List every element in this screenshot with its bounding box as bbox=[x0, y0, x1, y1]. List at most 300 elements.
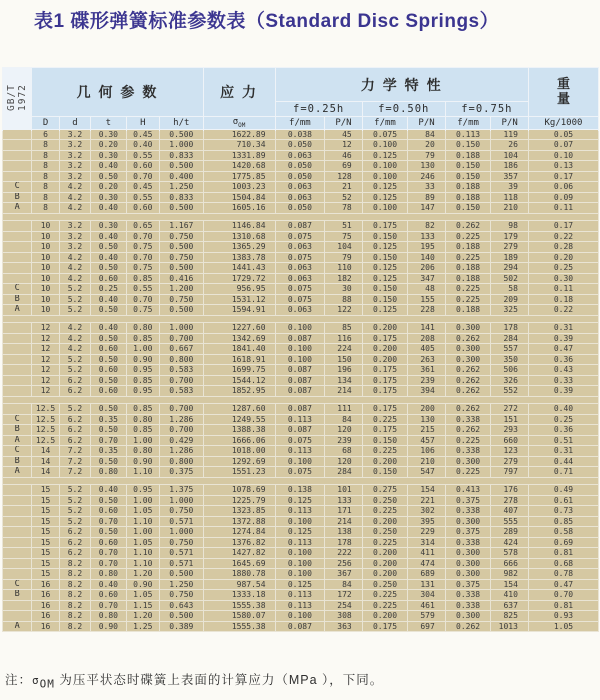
value-cell: 0.10 bbox=[529, 151, 598, 161]
value-cell: 6.2 bbox=[60, 376, 90, 386]
value-cell: 0.70 bbox=[91, 436, 125, 446]
value-cell: 987.54 bbox=[204, 580, 275, 590]
value-cell: 154 bbox=[491, 580, 528, 590]
value-cell: 12.5 bbox=[32, 415, 58, 425]
value-cell: 21 bbox=[325, 182, 361, 192]
value-cell: 0.150 bbox=[446, 140, 491, 150]
value-cell: 0.28 bbox=[529, 242, 598, 252]
value-cell: 12.5 bbox=[32, 436, 58, 446]
value-cell: 0.200 bbox=[363, 559, 408, 569]
value-cell: 0.45 bbox=[127, 182, 159, 192]
value-cell: 0.113 bbox=[276, 590, 325, 600]
grade-cell bbox=[3, 404, 31, 414]
value-cell: 84 bbox=[325, 580, 361, 590]
value-cell: 660 bbox=[491, 436, 528, 446]
value-cell: 0.113 bbox=[446, 130, 491, 140]
value-cell: 0.075 bbox=[276, 253, 325, 263]
value-cell: 45 bbox=[325, 130, 361, 140]
value-cell: 0.175 bbox=[363, 221, 408, 231]
value-cell: 0.50 bbox=[91, 404, 125, 414]
value-cell: 0.80 bbox=[127, 446, 159, 456]
value-cell: 120 bbox=[325, 457, 361, 467]
grade-cell bbox=[3, 344, 31, 354]
table-row bbox=[3, 274, 598, 284]
value-cell: 347 bbox=[408, 274, 444, 284]
value-cell: 1078.69 bbox=[204, 485, 275, 495]
value-cell: 1333.18 bbox=[204, 590, 275, 600]
value-cell: 1274.84 bbox=[204, 527, 275, 537]
value-cell: 0.40 bbox=[91, 253, 125, 263]
value-cell: 1.200 bbox=[160, 284, 203, 294]
value-cell: 0.150 bbox=[446, 203, 491, 213]
page-title: 表1 碟形弹簧标准参数表（Standard Disc Springs） bbox=[34, 11, 500, 32]
value-cell: 0.30 bbox=[91, 221, 125, 231]
value-cell: 15 bbox=[32, 506, 58, 516]
value-cell: 8 bbox=[32, 151, 58, 161]
value-cell: 0.100 bbox=[276, 559, 325, 569]
value-cell: 206 bbox=[408, 263, 444, 273]
table-row bbox=[3, 344, 598, 354]
value-cell: 0.225 bbox=[363, 590, 408, 600]
value-cell: 20 bbox=[408, 140, 444, 150]
value-cell: 0.80 bbox=[91, 611, 125, 621]
value-cell: 0.175 bbox=[363, 334, 408, 344]
value-cell: 1645.69 bbox=[204, 559, 275, 569]
value-cell: 0.70 bbox=[127, 232, 159, 242]
value-cell: 0.262 bbox=[446, 365, 491, 375]
section-spacer bbox=[3, 316, 598, 323]
value-cell: 58 bbox=[491, 284, 528, 294]
value-cell: 1.20 bbox=[127, 569, 159, 579]
value-cell: 0.50 bbox=[91, 242, 125, 252]
value-cell: 214 bbox=[325, 386, 361, 396]
value-cell: 0.643 bbox=[160, 601, 203, 611]
value-cell: 0.125 bbox=[363, 182, 408, 192]
value-cell: 1605.16 bbox=[204, 203, 275, 213]
value-cell: 0.150 bbox=[446, 172, 491, 182]
value-cell: 0.150 bbox=[363, 436, 408, 446]
value-cell: 0.750 bbox=[160, 253, 203, 263]
value-cell: 3.2 bbox=[60, 161, 90, 171]
value-cell: 0.300 bbox=[446, 355, 491, 365]
value-cell: 395 bbox=[408, 517, 444, 527]
standard-label-cell bbox=[3, 68, 31, 129]
value-cell: 0.300 bbox=[446, 611, 491, 621]
value-cell: 141 bbox=[408, 323, 444, 333]
value-cell: 176 bbox=[491, 485, 528, 495]
value-cell: 0.43 bbox=[529, 365, 598, 375]
value-cell: 5.2 bbox=[60, 305, 90, 315]
grade-cell bbox=[3, 232, 31, 242]
value-cell: 0.050 bbox=[276, 161, 325, 171]
value-cell: 0.225 bbox=[363, 446, 408, 456]
value-cell: 1.10 bbox=[127, 548, 159, 558]
value-cell: 1.00 bbox=[127, 527, 159, 537]
value-cell: 0.75 bbox=[127, 263, 159, 273]
value-cell: 229 bbox=[408, 527, 444, 537]
value-cell: 0.58 bbox=[529, 527, 598, 537]
grade-cell bbox=[3, 221, 31, 231]
col-d: d bbox=[60, 117, 90, 129]
value-cell: 0.47 bbox=[529, 580, 598, 590]
table-row bbox=[3, 569, 598, 579]
value-cell: 10 bbox=[32, 232, 58, 242]
geometry-group-header: 几 何 参 数 bbox=[32, 68, 202, 116]
value-cell: 130 bbox=[408, 415, 444, 425]
value-cell: 0.188 bbox=[446, 242, 491, 252]
value-cell: 302 bbox=[408, 506, 444, 516]
value-cell: 0.25 bbox=[91, 284, 125, 294]
grade-cell bbox=[3, 253, 31, 263]
value-cell: 1.00 bbox=[127, 496, 159, 506]
value-cell: 4.2 bbox=[60, 344, 90, 354]
value-cell: 0.100 bbox=[363, 140, 408, 150]
value-cell: 0.700 bbox=[160, 376, 203, 386]
value-cell: 51 bbox=[325, 221, 361, 231]
value-cell: 0.262 bbox=[446, 425, 491, 435]
value-cell: 0.700 bbox=[160, 425, 203, 435]
value-cell: 239 bbox=[408, 376, 444, 386]
value-cell: 0.500 bbox=[160, 263, 203, 273]
value-cell: 0.200 bbox=[363, 355, 408, 365]
value-cell: 116 bbox=[325, 334, 361, 344]
value-cell: 0.100 bbox=[276, 457, 325, 467]
value-cell: 78 bbox=[325, 203, 361, 213]
value-cell: 8 bbox=[32, 161, 58, 171]
value-cell: 39 bbox=[491, 182, 528, 192]
value-cell: 0.70 bbox=[91, 517, 125, 527]
value-cell: 0.750 bbox=[160, 232, 203, 242]
value-cell: 0.500 bbox=[160, 242, 203, 252]
grade-cell: C bbox=[3, 284, 31, 294]
value-cell: 10 bbox=[32, 221, 58, 231]
value-cell: 0.063 bbox=[276, 242, 325, 252]
value-cell: 0.075 bbox=[276, 467, 325, 477]
value-cell: 308 bbox=[325, 611, 361, 621]
value-cell: 1.10 bbox=[127, 517, 159, 527]
value-cell: 196 bbox=[325, 365, 361, 375]
value-cell: 1594.91 bbox=[204, 305, 275, 315]
value-cell: 578 bbox=[491, 548, 528, 558]
value-cell: 0.113 bbox=[276, 506, 325, 516]
value-cell: 0.750 bbox=[160, 506, 203, 516]
grade-cell: A bbox=[3, 305, 31, 315]
value-cell: 278 bbox=[491, 496, 528, 506]
value-cell: 289 bbox=[491, 527, 528, 537]
value-cell: 0.85 bbox=[127, 334, 159, 344]
table-row bbox=[3, 323, 598, 333]
value-cell: 0.68 bbox=[529, 559, 598, 569]
value-cell: 0.70 bbox=[127, 253, 159, 263]
value-cell: 0.95 bbox=[127, 485, 159, 495]
value-cell: 0.075 bbox=[363, 130, 408, 140]
value-cell: 0.100 bbox=[276, 569, 325, 579]
value-cell: 0.225 bbox=[446, 295, 491, 305]
value-cell: 15 bbox=[32, 548, 58, 558]
deflection-075-header: f=0.75h bbox=[446, 102, 528, 116]
value-cell: 1852.95 bbox=[204, 386, 275, 396]
value-cell: 0.125 bbox=[363, 193, 408, 203]
value-cell: 0.30 bbox=[91, 193, 125, 203]
value-cell: 246 bbox=[408, 172, 444, 182]
value-cell: 0.45 bbox=[127, 130, 159, 140]
value-cell: 0.087 bbox=[276, 376, 325, 386]
value-cell: 0.200 bbox=[363, 569, 408, 579]
value-cell: 15 bbox=[32, 569, 58, 579]
value-cell: 0.73 bbox=[529, 506, 598, 516]
value-cell: 0.250 bbox=[363, 527, 408, 537]
value-cell: 12 bbox=[32, 355, 58, 365]
grade-cell bbox=[3, 242, 31, 252]
value-cell: 552 bbox=[491, 386, 528, 396]
value-cell: 474 bbox=[408, 559, 444, 569]
value-cell: 0.20 bbox=[529, 253, 598, 263]
value-cell: 0.087 bbox=[276, 425, 325, 435]
value-cell: 138 bbox=[325, 527, 361, 537]
section-spacer bbox=[3, 397, 598, 404]
value-cell: 0.500 bbox=[160, 203, 203, 213]
value-cell: 0.61 bbox=[529, 496, 598, 506]
value-cell: 15 bbox=[32, 527, 58, 537]
col-p3: P/N bbox=[491, 117, 528, 129]
value-cell: 0.30 bbox=[91, 130, 125, 140]
value-cell: 1880.78 bbox=[204, 569, 275, 579]
value-cell: 357 bbox=[491, 172, 528, 182]
value-cell: 0.05 bbox=[529, 130, 598, 140]
table-row bbox=[3, 284, 598, 294]
table-row bbox=[3, 457, 598, 467]
value-cell: 0.60 bbox=[91, 506, 125, 516]
value-cell: 0.55 bbox=[127, 284, 159, 294]
value-cell: 3.2 bbox=[60, 140, 90, 150]
value-cell: 8 bbox=[32, 182, 58, 192]
grade-cell bbox=[3, 569, 31, 579]
value-cell: 0.71 bbox=[529, 467, 598, 477]
value-cell: 12 bbox=[32, 365, 58, 375]
value-cell: 84 bbox=[325, 415, 361, 425]
value-cell: 0.571 bbox=[160, 559, 203, 569]
value-cell: 547 bbox=[408, 467, 444, 477]
value-cell: 0.50 bbox=[91, 527, 125, 537]
value-cell: 15 bbox=[32, 496, 58, 506]
grade-cell bbox=[3, 323, 31, 333]
value-cell: 697 bbox=[408, 622, 444, 632]
col-f2: f/mm bbox=[363, 117, 408, 129]
value-cell: 956.95 bbox=[204, 284, 275, 294]
value-cell: 10 bbox=[32, 263, 58, 273]
value-cell: 3.2 bbox=[60, 172, 90, 182]
value-cell: 1.05 bbox=[127, 506, 159, 516]
value-cell: 0.175 bbox=[363, 622, 408, 632]
value-cell: 284 bbox=[491, 334, 528, 344]
value-cell: 0.30 bbox=[529, 274, 598, 284]
value-cell: 178 bbox=[491, 323, 528, 333]
value-cell: 8 bbox=[32, 203, 58, 213]
value-cell: 0.150 bbox=[363, 284, 408, 294]
table-body bbox=[3, 130, 598, 632]
value-cell: 0.300 bbox=[446, 344, 491, 354]
value-cell: 8.2 bbox=[60, 611, 90, 621]
value-cell: 118 bbox=[491, 193, 528, 203]
deflection-025-header: f=0.25h bbox=[276, 102, 362, 116]
value-cell: 5.2 bbox=[60, 496, 90, 506]
value-cell: 1.05 bbox=[127, 538, 159, 548]
value-cell: 6.2 bbox=[60, 386, 90, 396]
value-cell: 106 bbox=[408, 446, 444, 456]
value-cell: 0.80 bbox=[127, 323, 159, 333]
value-cell: 16 bbox=[32, 622, 58, 632]
value-cell: 0.50 bbox=[91, 305, 125, 315]
value-cell: 0.262 bbox=[446, 376, 491, 386]
value-cell: 179 bbox=[491, 232, 528, 242]
value-cell: 0.60 bbox=[91, 274, 125, 284]
col-f3: f/mm bbox=[446, 117, 491, 129]
value-cell: 1618.91 bbox=[204, 355, 275, 365]
value-cell: 1.375 bbox=[160, 485, 203, 495]
value-cell: 200 bbox=[408, 404, 444, 414]
value-cell: 0.50 bbox=[91, 172, 125, 182]
value-cell: 5.2 bbox=[60, 365, 90, 375]
value-cell: 0.85 bbox=[127, 404, 159, 414]
value-cell: 3.2 bbox=[60, 232, 90, 242]
value-cell: 0.300 bbox=[446, 548, 491, 558]
value-cell: 0.400 bbox=[160, 172, 203, 182]
value-cell: 8.2 bbox=[60, 559, 90, 569]
value-cell: 405 bbox=[408, 344, 444, 354]
col-H: H bbox=[127, 117, 159, 129]
spacer-cell bbox=[3, 316, 598, 323]
value-cell: 1.286 bbox=[160, 446, 203, 456]
value-cell: 0.750 bbox=[160, 295, 203, 305]
value-cell: 502 bbox=[491, 274, 528, 284]
value-cell: 0.075 bbox=[276, 436, 325, 446]
value-cell: 457 bbox=[408, 436, 444, 446]
value-cell: 85 bbox=[325, 323, 361, 333]
value-cell: 0.80 bbox=[91, 467, 125, 477]
value-cell: 284 bbox=[325, 467, 361, 477]
value-cell: 16 bbox=[32, 611, 58, 621]
value-cell: 1.000 bbox=[160, 527, 203, 537]
value-cell: 0.50 bbox=[91, 376, 125, 386]
table-row bbox=[3, 305, 598, 315]
value-cell: 411 bbox=[408, 548, 444, 558]
value-cell: 210 bbox=[408, 457, 444, 467]
value-cell: 0.125 bbox=[363, 274, 408, 284]
value-cell: 12.5 bbox=[32, 425, 58, 435]
value-cell: 14 bbox=[32, 467, 58, 477]
value-cell: 0.39 bbox=[529, 386, 598, 396]
value-cell: 361 bbox=[408, 365, 444, 375]
value-cell: 1365.29 bbox=[204, 242, 275, 252]
value-cell: 304 bbox=[408, 590, 444, 600]
value-cell: 0.375 bbox=[446, 496, 491, 506]
value-cell: 5.2 bbox=[60, 404, 90, 414]
value-cell: 182 bbox=[325, 274, 361, 284]
value-cell: 26 bbox=[491, 140, 528, 150]
value-cell: 0.250 bbox=[363, 496, 408, 506]
value-cell: 0.138 bbox=[276, 485, 325, 495]
value-cell: 1018.00 bbox=[204, 446, 275, 456]
value-cell: 0.225 bbox=[363, 506, 408, 516]
grade-cell bbox=[3, 386, 31, 396]
value-cell: 0.583 bbox=[160, 386, 203, 396]
col-p2: P/N bbox=[408, 117, 444, 129]
table-row bbox=[3, 151, 598, 161]
value-cell: 0.800 bbox=[160, 355, 203, 365]
value-cell: 3.2 bbox=[60, 242, 90, 252]
value-cell: 1427.82 bbox=[204, 548, 275, 558]
value-cell: 0.40 bbox=[91, 161, 125, 171]
value-cell: 0.40 bbox=[529, 404, 598, 414]
value-cell: 0.262 bbox=[446, 221, 491, 231]
value-cell: 8.2 bbox=[60, 580, 90, 590]
value-cell: 0.13 bbox=[529, 161, 598, 171]
value-cell: 3.2 bbox=[60, 130, 90, 140]
value-cell: 10 bbox=[32, 253, 58, 263]
grade-cell bbox=[3, 548, 31, 558]
value-cell: 0.33 bbox=[529, 376, 598, 386]
weight-line2: 量 bbox=[556, 91, 570, 106]
value-cell: 0.40 bbox=[91, 323, 125, 333]
value-cell: 0.31 bbox=[529, 323, 598, 333]
value-cell: 314 bbox=[408, 538, 444, 548]
value-cell: 0.40 bbox=[91, 580, 125, 590]
value-cell: 0.338 bbox=[446, 601, 491, 611]
value-cell: 16 bbox=[32, 590, 58, 600]
footnote bbox=[5, 670, 595, 691]
value-cell: 825 bbox=[491, 611, 528, 621]
value-cell: 209 bbox=[491, 295, 528, 305]
value-cell: 0.389 bbox=[160, 622, 203, 632]
value-cell: 0.100 bbox=[363, 161, 408, 171]
value-cell: 394 bbox=[408, 386, 444, 396]
value-cell: 0.416 bbox=[160, 274, 203, 284]
value-cell: 0.175 bbox=[363, 404, 408, 414]
value-cell: 0.075 bbox=[276, 295, 325, 305]
value-cell: 1420.68 bbox=[204, 161, 275, 171]
value-cell: 0.11 bbox=[529, 203, 598, 213]
value-cell: 122 bbox=[325, 305, 361, 315]
value-cell: 1.000 bbox=[160, 496, 203, 506]
sigma-symbol: σ bbox=[232, 117, 239, 127]
value-cell: 0.583 bbox=[160, 365, 203, 375]
value-cell: 0.90 bbox=[91, 622, 125, 632]
value-cell: 0.188 bbox=[446, 151, 491, 161]
value-cell: 0.40 bbox=[91, 203, 125, 213]
table-row bbox=[3, 467, 598, 477]
value-cell: 0.150 bbox=[446, 161, 491, 171]
value-cell: 134 bbox=[325, 376, 361, 386]
value-cell: 0.262 bbox=[446, 404, 491, 414]
value-cell: 0.50 bbox=[91, 457, 125, 467]
value-cell: 1.00 bbox=[127, 436, 159, 446]
value-cell: 1775.85 bbox=[204, 172, 275, 182]
value-cell: 0.200 bbox=[363, 457, 408, 467]
value-cell: 224 bbox=[325, 344, 361, 354]
value-cell: 0.55 bbox=[127, 193, 159, 203]
parameters-table bbox=[2, 67, 599, 632]
grade-cell bbox=[3, 140, 31, 150]
value-cell: 119 bbox=[491, 130, 528, 140]
value-cell: 8 bbox=[32, 140, 58, 150]
value-cell: 0.500 bbox=[160, 569, 203, 579]
section-spacer bbox=[3, 478, 598, 485]
value-cell: 0.70 bbox=[91, 601, 125, 611]
grade-cell bbox=[3, 355, 31, 365]
value-cell: 4.2 bbox=[60, 263, 90, 273]
value-cell: 0.85 bbox=[127, 425, 159, 435]
value-cell: 0.200 bbox=[363, 611, 408, 621]
